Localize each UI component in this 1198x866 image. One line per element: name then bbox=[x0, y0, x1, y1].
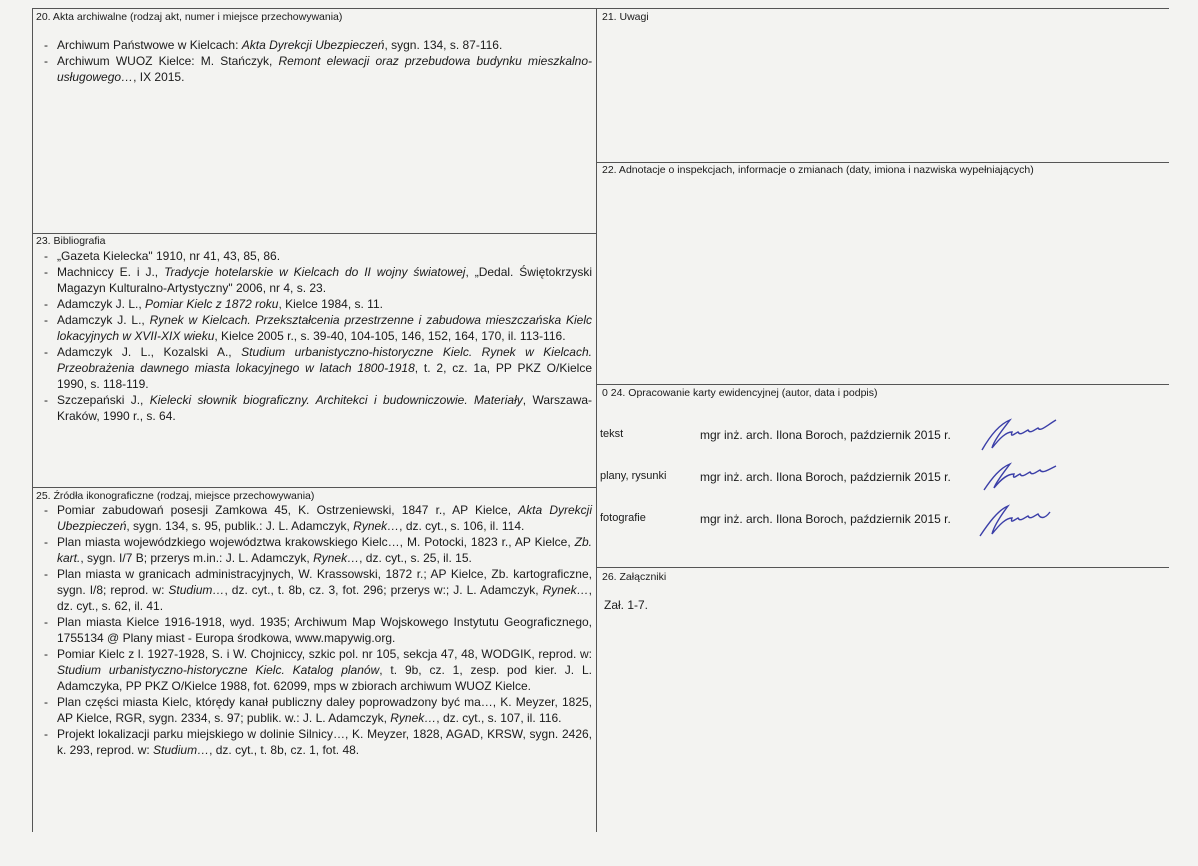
left-border bbox=[32, 8, 33, 832]
italic-title: Rynek… bbox=[313, 551, 360, 565]
list-item bbox=[40, 248, 592, 264]
list-item bbox=[40, 37, 592, 53]
italic-title: Studium… bbox=[168, 583, 225, 597]
item-text: Projekt lokalizacji parku miejskiego w dolinie Silnicy…, K. Meyzer, 1828, AGAD, KRSW, sygn. 2426, k. 293, reprod. w: bbox=[57, 727, 592, 757]
author-row-label: plany, rysunki bbox=[600, 470, 667, 482]
list-item bbox=[40, 392, 592, 424]
list-item bbox=[40, 646, 592, 694]
section-21-title: 21. Uwagi bbox=[602, 11, 649, 23]
italic-title: Rynek… bbox=[542, 583, 589, 597]
item-text: , dz. cyt., s. 106, il. 114. bbox=[399, 519, 525, 533]
italic-title: Akta Dyrekcji Ubezpieczeń bbox=[241, 38, 385, 52]
list-item bbox=[40, 502, 592, 534]
signature-image bbox=[970, 498, 1060, 542]
item-text: Plan miasta wojewódzkiego województwa krakowskiego Kielc…, M. Potocki, 1823 r., AP Kielce, bbox=[57, 535, 575, 549]
item-text: , Kielce 1984, s. 11. bbox=[278, 297, 383, 311]
item-text: Pomiar Kielc z l. 1927-1928, S. i W. Chojniccy, szkic pol. nr 105, sekcja 47, 48, WODGIK, reprod. w: bbox=[57, 647, 592, 661]
list-item bbox=[40, 566, 592, 614]
top-border bbox=[32, 8, 1169, 9]
list-item bbox=[40, 296, 592, 312]
italic-title: Rynek… bbox=[353, 519, 400, 533]
section-23-list bbox=[40, 248, 592, 424]
item-text: , sygn. 134, s. 87-116. bbox=[384, 38, 503, 52]
item-text: Archiwum WUOZ Kielce: M. Stańczyk, bbox=[57, 54, 279, 68]
italic-title: Rynek w Kielcach. Przekształcenia przestrzenne i zabudowa mieszczańska Kielc lokacyjnych w XVII-XIX wieku bbox=[57, 313, 592, 343]
italic-title: Remont elewacji oraz przebudowa budynku mieszkalno-usługowego… bbox=[57, 54, 593, 84]
signature-image bbox=[970, 456, 1060, 496]
divider-22 bbox=[596, 162, 1169, 163]
section-20-list bbox=[40, 37, 592, 85]
item-text: Plan miasta w granicach administracyjnych, W. Krassowski, 1872 r.; AP Kielce, Zb. kartograficzne, sygn. I/8; reprod. w: bbox=[57, 567, 592, 597]
item-text: , dz. cyt., s. 62, il. 41. bbox=[57, 583, 592, 613]
section-25-title: 25. Źródła ikonograficzne (rodzaj, miejsce przechowywania) bbox=[36, 490, 315, 502]
italic-title: Rynek… bbox=[390, 711, 437, 725]
list-item bbox=[40, 312, 592, 344]
divider-26 bbox=[596, 567, 1169, 568]
item-text: , t. 9b, cz. 1, zesp. pod kier. J. L. Adamczyka, PP PKZ O/Kielce 1988, fot. 62099, mps w zbiorach archiwum WUOZ Kielce. bbox=[57, 663, 592, 693]
author-name: mgr inż. arch. Ilona Boroch, październik 2015 r. bbox=[700, 470, 951, 484]
center-divider bbox=[596, 8, 597, 832]
divider-24 bbox=[596, 384, 1169, 385]
author-row-label: tekst bbox=[600, 428, 624, 440]
italic-title: Studium urbanistyczno-historyczne Kielc. Rynek w Kielcach. Przeobrażenia dawnego miasta lokacyjnego w latach 1800-1918 bbox=[57, 345, 592, 375]
attachments-value: Zał. 1-7. bbox=[604, 598, 649, 612]
author-name: mgr inż. arch. Ilona Boroch, październik 2015 r. bbox=[700, 428, 951, 442]
italic-title: Studium… bbox=[153, 743, 210, 757]
divider-25 bbox=[32, 487, 596, 488]
item-text: Adamczyk J. L., bbox=[57, 313, 150, 327]
list-item bbox=[40, 726, 592, 758]
item-text: Machniccy E. i J., bbox=[57, 265, 165, 279]
list-item bbox=[40, 53, 592, 85]
item-text: , sygn. 134, s. 95, publik.: J. L. Adamczyk, bbox=[126, 519, 354, 533]
italic-title: Studium urbanistyczno-historyczne Kielc. Katalog planów bbox=[57, 663, 380, 677]
author-row-label: fotografie bbox=[600, 512, 646, 524]
item-text: , dz. cyt., t. 8b, cz. 1, fot. 48. bbox=[209, 743, 360, 757]
italic-title: Zb. kart. bbox=[57, 535, 592, 565]
item-text: „Gazeta Kielecka" 1910, nr 41, 43, 85, 86. bbox=[57, 249, 281, 263]
item-text: Pomiar zabudowań posesji Zamkowa 45, K. Ostrzeniewski, 1847 r., AP Kielce, bbox=[57, 503, 519, 517]
author-name: mgr inż. arch. Ilona Boroch, październik 2015 r. bbox=[700, 512, 951, 526]
list-item bbox=[40, 534, 592, 566]
item-text: Adamczyk J. L., bbox=[57, 297, 146, 311]
list-item bbox=[40, 344, 592, 392]
italic-title: Kielecki słownik biograficzny. Architekci i budowniczowie. Materiały bbox=[149, 393, 523, 407]
list-item bbox=[40, 264, 592, 296]
item-text: Szczepański J., bbox=[57, 393, 150, 407]
item-text: , dz. cyt., s. 107, il. 116. bbox=[436, 711, 562, 725]
item-text: , dz. cyt., t. 8b, cz. 3, fot. 296; przerys w:; J. L. Adamczyk, bbox=[224, 583, 543, 597]
divider-23 bbox=[32, 233, 596, 234]
list-item bbox=[40, 694, 592, 726]
item-text: Adamczyk J. L., Kozalski A., bbox=[57, 345, 242, 359]
item-text: , sygn. I/7 B; przerys m.in.: J. L. Adamczyk, bbox=[80, 551, 314, 565]
section-23-title: 23. Bibliografia bbox=[36, 235, 106, 247]
item-text: , IX 2015. bbox=[133, 70, 185, 84]
item-text: Archiwum Państwowe w Kielcach: bbox=[57, 38, 242, 52]
item-text: , „Dedal. Świętokrzyski Magazyn Kulturalno-Artystyczny" 2006, nr 4, s. 23. bbox=[57, 265, 592, 295]
list-item bbox=[40, 614, 592, 646]
section-22-title: 22. Adnotacje o inspekcjach, informacje o zmianach (daty, imiona i nazwiska wypełniających) bbox=[602, 164, 1034, 176]
italic-title: Pomiar Kielc z 1872 roku bbox=[145, 297, 279, 311]
section-25-list bbox=[40, 502, 592, 758]
item-text: Plan części miasta Kielc, którędy kanał publiczny daley poprowadzony być ma…, K. Meyzer, 1825, AP Kielce, RGR, sygn. 2334, s. 97; publik. w.: J. L. Adamczyk, bbox=[57, 695, 592, 725]
signature-image bbox=[970, 414, 1060, 454]
section-20-title: 20. Akta archiwalne (rodzaj akt, numer i miejsce przechowywania) bbox=[36, 11, 343, 23]
section-26-title: 26. Załączniki bbox=[602, 571, 667, 583]
italic-title: Tradycje hotelarskie w Kielcach do II wojny światowej bbox=[164, 265, 466, 279]
item-text: , dz. cyt., s. 25, il. 15. bbox=[359, 551, 472, 565]
item-text: , t. 2, cz. 1a, PP PKZ O/Kielce 1990, s. 118-119. bbox=[57, 361, 592, 391]
item-text: , Kielce 2005 r., s. 39-40, 104-105, 146, 152, 164, 170, il. 113-116. bbox=[214, 329, 566, 343]
item-text: Plan miasta Kielce 1916-1918, wyd. 1935; Archiwum Map Wojskowego Instytutu Geograficznego, 1755134 @ Plany miast - Europa środkowa, www.mapywig.org. bbox=[57, 615, 592, 645]
item-text: , Warszawa-Kraków, 1990 r., s. 64. bbox=[57, 393, 593, 423]
section-24-title: 0 24. Opracowanie karty ewidencyjnej (autor, data i podpis) bbox=[602, 387, 878, 399]
italic-title: Akta Dyrekcji Ubezpieczeń bbox=[57, 503, 592, 533]
